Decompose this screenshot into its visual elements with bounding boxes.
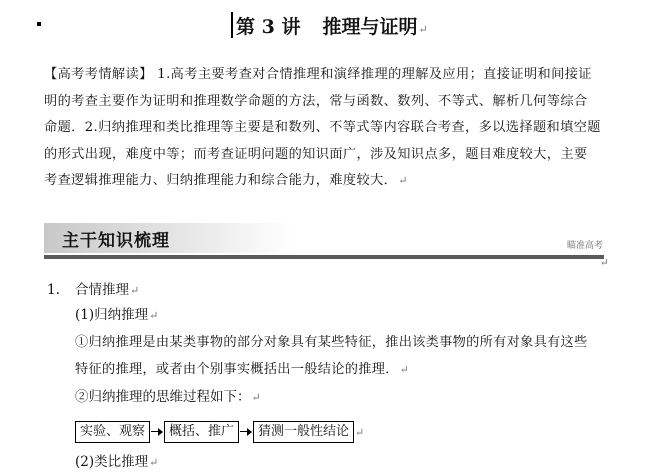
exam-analysis-paragraph — [44, 62, 616, 195]
subheading-inductive — [75, 305, 158, 326]
subheading-text: (2)类比推理 — [75, 454, 149, 470]
paragraph-mark: ↵ — [599, 256, 609, 269]
text-cursor — [231, 12, 233, 38]
paragraph-mark: ↵ — [355, 425, 365, 439]
item-label-text: 合情推理 — [75, 282, 129, 298]
subheading-text: (1)归纳推理 — [75, 307, 149, 323]
section-right-label: 瞄准高考 — [566, 241, 603, 251]
paragraph-mark: ↵ — [149, 456, 159, 469]
flow-box-experiment: 实验、观察 — [75, 421, 150, 443]
arrow-right-icon — [150, 420, 164, 444]
intro-line: 明的考查主要作为证明和推理数学命题的方法，常与函数、数列、不等式、解析几何等综合 — [44, 93, 588, 109]
bullet-dot — [37, 22, 41, 26]
flow-diagram — [75, 420, 364, 444]
paragraph-mark: ↵ — [251, 391, 261, 404]
section-header — [44, 217, 609, 269]
flow-box-conjecture: 猜测一般性结论 — [253, 421, 354, 443]
item-label — [75, 280, 139, 301]
definition-paragraph — [75, 330, 613, 383]
intro-line: 考查逻辑推理能力、归纳推理能力和综合能力，难度较大． — [44, 173, 398, 188]
process-label-text: ②归纳推理的思维过程如下： — [75, 389, 251, 405]
arrow-right-icon — [239, 420, 253, 444]
lecture-number: 第 3 讲 — [236, 16, 301, 38]
page-title — [236, 12, 428, 42]
section-divider — [44, 255, 604, 259]
subheading-analogical — [75, 452, 158, 473]
intro-line: 命题．2.归纳推理和类比推理等主要是和数列、不等式等内容联合考查，多以选择题和填空题 — [44, 120, 601, 135]
section-title: 主干知识梳理 — [62, 231, 170, 251]
paragraph-mark: ↵ — [398, 174, 408, 187]
definition-line: ①归纳推理是由某类事物的部分对象具有某些特征，推出该类事物的所有对象具有这些 — [75, 335, 588, 350]
intro-line: 的形式出现，难度中等；而考查证明问题的知识面广，涉及知识点多，题目难度较大，主要 — [44, 146, 588, 162]
paragraph-mark: ↵ — [399, 362, 410, 376]
lecture-topic: 推理与证明 — [322, 16, 418, 38]
paragraph-mark: ↵ — [149, 309, 159, 322]
definition-line: 特征的推理，或者由个别事实概括出一般结论的推理． — [75, 361, 399, 377]
intro-line: 【高考考情解读】 1.高考主要考查对合情推理和演绎推理的理解及应用；直接证明和间接证 — [44, 67, 592, 82]
paragraph-mark: ↵ — [130, 284, 140, 297]
flow-box-generalize: 概括、推广 — [164, 421, 239, 443]
item-number: 1. — [47, 282, 60, 298]
paragraph-mark: ↵ — [418, 23, 428, 36]
process-label — [75, 387, 261, 408]
